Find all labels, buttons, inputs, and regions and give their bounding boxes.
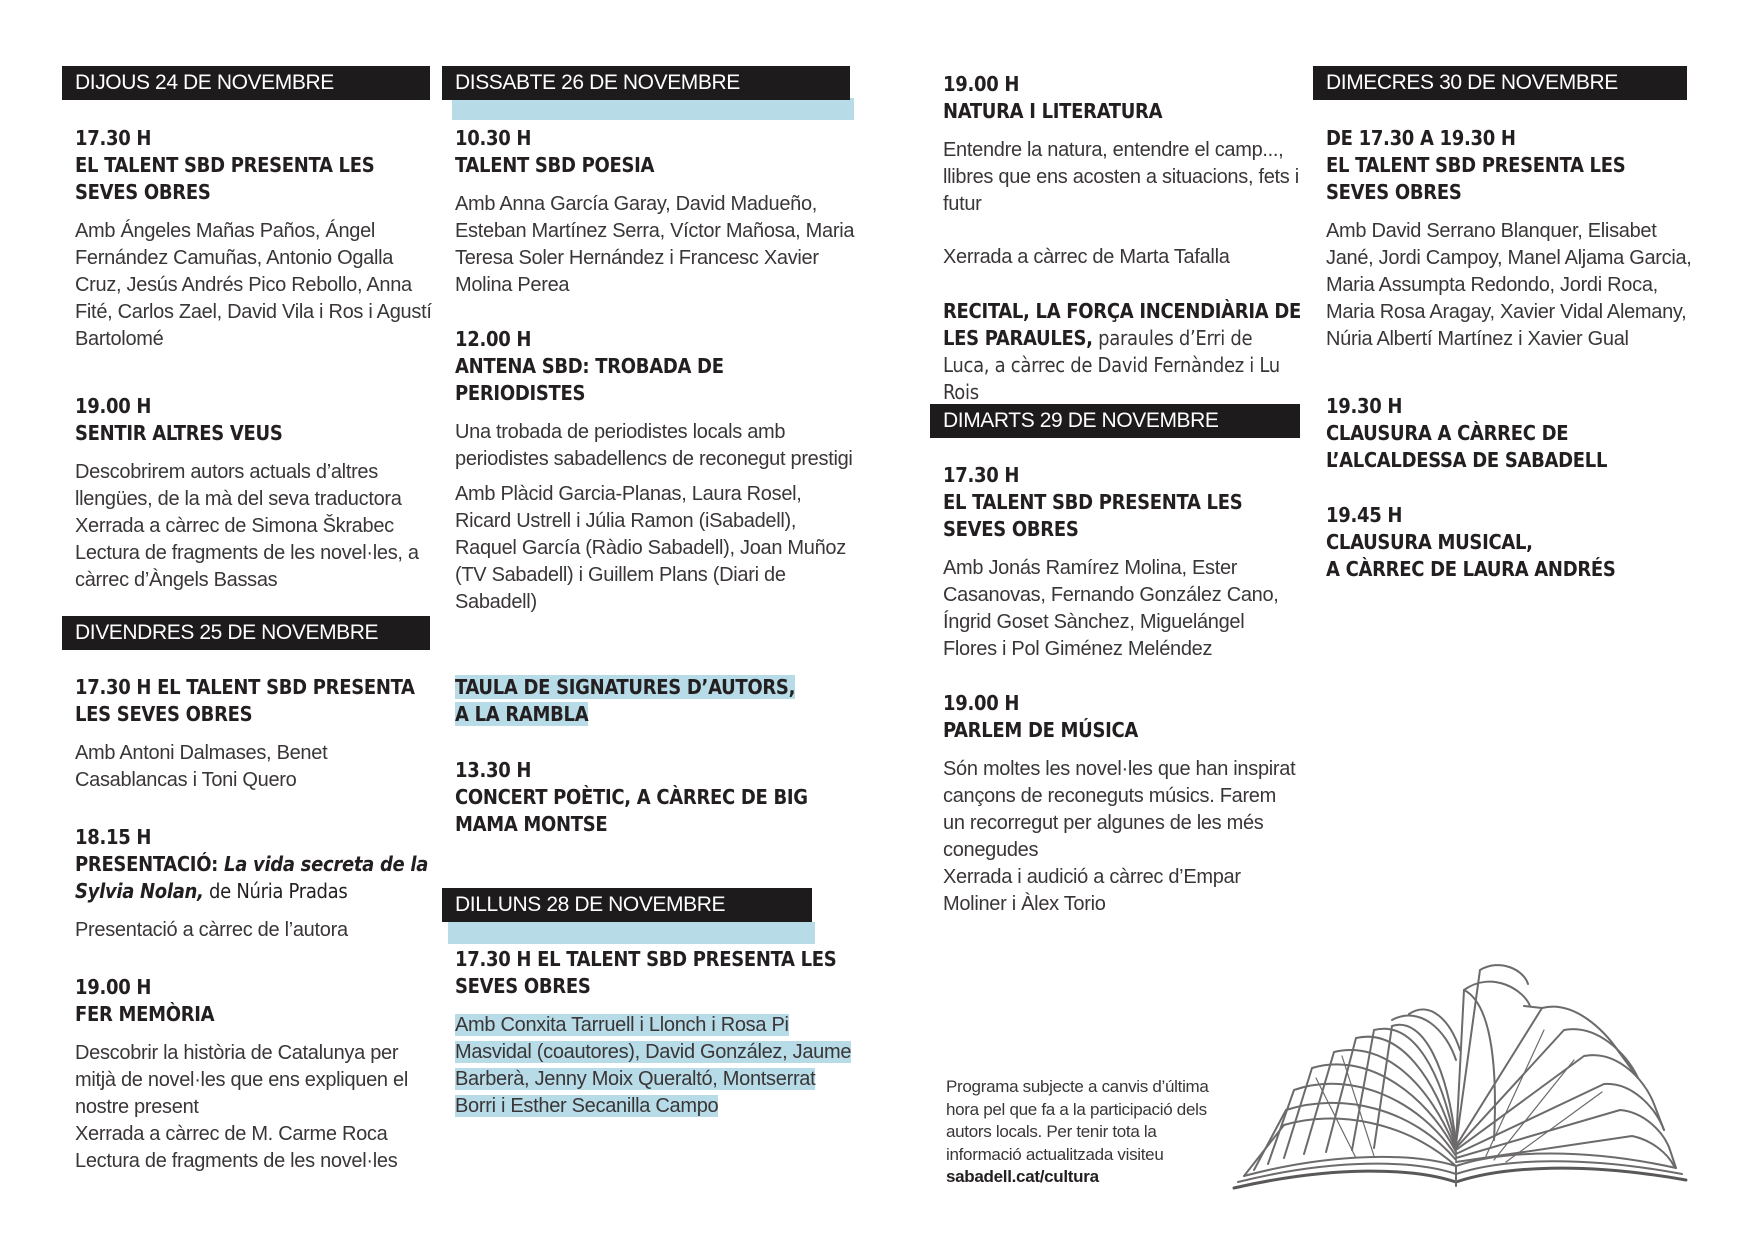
desc-line: Lectura de fragments de les novel·les xyxy=(75,1150,398,1172)
event-title: CLAUSURA A CÀRREC DE L’ALCALDESSA DE SABADELL xyxy=(1326,421,1608,472)
event-presentacio xyxy=(62,824,434,944)
event-time: 19.00 H xyxy=(943,72,1020,96)
event-clausura-musical xyxy=(1313,502,1693,583)
event-time: 17.30 H xyxy=(75,126,152,150)
desc-line: Xerrada a càrrec de Simona Škrabec xyxy=(75,515,394,537)
day-header-dijous: DIJOUS 24 DE NOVEMBRE xyxy=(62,66,430,100)
event-desc xyxy=(943,756,1302,918)
event-desc xyxy=(75,1040,434,1175)
event-desc: Presentació a càrrec de l’autora xyxy=(75,919,348,941)
event-title: NATURA I LITERATURA xyxy=(943,99,1163,123)
event-title: 17.30 H EL TALENT SBD PRESENTA LES SEVES OBRES xyxy=(75,675,415,726)
title-line: CLAUSURA MUSICAL, xyxy=(1326,530,1533,554)
event-title: FER MEMÒRIA xyxy=(75,1002,215,1026)
highlight-stroke xyxy=(452,98,854,120)
event-title xyxy=(1326,529,1693,583)
event-desc: Amb Plàcid Garcia-Planas, Laura Rosel, Ricard Ustrell i Júlia Ramon (iSabadell), Raquel García (Ràdio Sabadell), Joan Muñoz (TV Sabadell) i Guillem Plans (Diari de Sabadell) xyxy=(455,483,846,613)
event-recital xyxy=(930,298,1302,406)
event-title: ANTENA SBD: TROBADA DE PERIODISTES xyxy=(455,354,724,405)
event-desc: Amb David Serrano Blanquer, Elisabet Jané, Jordi Campoy, Manel Aljama Garcia, Maria Assumpta Redondo, Jordi Roca, Maria Rosa Aragay, Xavier Vidal Alemany, Núria Albertí Martínez i Xavier Gual xyxy=(1326,220,1692,350)
event-time: DE 17.30 A 19.30 H xyxy=(1326,126,1516,150)
program-note xyxy=(946,1076,1236,1189)
event-title xyxy=(943,298,1302,406)
event-desc: Xerrada a càrrec de Marta Tafalla xyxy=(943,246,1230,268)
title-prefix: PRESENTACIÓ: xyxy=(75,852,225,876)
desc-line: Descobrir la història de Catalunya per mitjà de novel·les que ens expliquen el nostre present xyxy=(75,1042,408,1118)
event-desc xyxy=(455,1012,856,1120)
note-link[interactable]: sabadell.cat/cultura xyxy=(946,1167,1099,1186)
day-header-dilluns: DILLUNS 28 DE NOVEMBRE xyxy=(442,888,812,922)
desc-line: Xerrada i audició a càrrec d’Empar Moliner i Àlex Torio xyxy=(943,866,1241,915)
desc-line: Són moltes les novel·les que han inspirat cançons de reconeguts músics. Farem un recorregut per algunes de les més conegudes xyxy=(943,758,1296,861)
title-line: A CÀRREC DE LAURA ANDRÉS xyxy=(1326,557,1616,581)
title-author: de Núria Pradas xyxy=(203,879,348,903)
event-title: TALENT SBD POESIA xyxy=(455,153,655,177)
event-desc xyxy=(75,459,434,594)
event-time: 12.00 H xyxy=(455,327,532,351)
desc-line: Descobrirem autors actuals d’altres llengües, de la mà del seva traductora xyxy=(75,461,402,510)
desc-line: Lectura de fragments de les novel·les, a càrrec d’Àngels Bassas xyxy=(75,542,419,591)
event-desc: Amb Ángeles Mañas Paños, Ángel Fernández Camuñas, Antonio Ogalla Cruz, Jesús Andrés Pico Rebollo, Anna Fité, Carlos Zael, David Vila i Ros i Agustí Bartolomé xyxy=(75,220,432,350)
event-title: 17.30 H EL TALENT SBD PRESENTA LES SEVES OBRES xyxy=(455,947,837,998)
event-time: 18.15 H xyxy=(75,825,152,849)
event-title: CONCERT POÈTIC, A CÀRREC DE BIG MAMA MONTSE xyxy=(455,785,808,836)
desc-line: Xerrada a càrrec de M. Carme Roca xyxy=(75,1123,388,1145)
event-desc: Amb Antoni Dalmases, Benet Casablancas i Toni Quero xyxy=(75,742,328,791)
event-time: 10.30 H xyxy=(455,126,532,150)
event-title: PARLEM DE MÚSICA xyxy=(943,718,1139,742)
event-concert-poetic xyxy=(442,757,856,838)
event-title xyxy=(75,851,434,905)
event-talent-poesia xyxy=(442,125,856,299)
event-desc: Amb Jonás Ramírez Molina, Ester Casanovas, Fernando González Cano, Íngrid Goset Sànchez, Miguelángel Flores i Pol Giménez Meléndez xyxy=(943,557,1279,660)
event-title: EL TALENT SBD PRESENTA LES SEVES OBRES xyxy=(943,490,1243,541)
open-book-icon xyxy=(1224,960,1694,1200)
event-time: 13.30 H xyxy=(455,758,532,782)
highlight-text: Amb Conxita Tarruell i Llonch i Rosa Pi Masvidal (coautores), David González, Jaume Barberà, Jenny Moix Queraltó, Montserrat Borri i Esther Secanilla Campo xyxy=(455,1014,852,1117)
event-title: SENTIR ALTRES VEUS xyxy=(75,421,283,445)
event-natura-literatura xyxy=(930,71,1302,271)
highlight-line: TAULA DE SIGNATURES D’AUTORS, xyxy=(455,675,796,699)
event-talent-dilluns xyxy=(442,946,856,1120)
event-talent-dimecres xyxy=(1313,125,1693,353)
highlight-stroke xyxy=(448,922,815,944)
day-header-dimarts: DIMARTS 29 DE NOVEMBRE xyxy=(930,404,1300,438)
event-taula-signatures xyxy=(442,674,856,728)
event-sentir-altres-veus xyxy=(62,393,434,594)
event-time: 19.30 H xyxy=(1326,394,1403,418)
event-antena-sbd xyxy=(442,326,856,616)
event-talent-dijous xyxy=(62,125,434,353)
recital-desc: paraules d’Erri de Luca, a càrrec de David Fernàndez i Lu Rois xyxy=(943,326,1280,404)
day-header-divendres: DIVENDRES 25 DE NOVEMBRE xyxy=(62,616,430,650)
event-time: 17.30 H xyxy=(943,463,1020,487)
event-desc: Amb Anna García Garay, David Madueño, Esteban Martínez Serra, Víctor Mañosa, Maria Teresa Soler Hernández i Francesc Xavier Molina Perea xyxy=(455,193,855,296)
event-clausura xyxy=(1313,393,1693,474)
event-parlem-musica xyxy=(930,690,1302,918)
event-desc: Una trobada de periodistes locals amb periodistes sabadellencs de reconegut prestigi xyxy=(455,421,853,470)
book-title: La vida secreta de la Sylvia Nolan, xyxy=(75,852,429,903)
event-time: 19.45 H xyxy=(1326,503,1403,527)
day-header-dissabte: DISSABTE 26 DE NOVEMBRE xyxy=(442,66,850,100)
event-title xyxy=(455,674,856,728)
event-time: 19.00 H xyxy=(75,975,152,999)
event-talent-divendres xyxy=(62,674,434,794)
recital-title: RECITAL, LA FORÇA INCENDIÀRIA DE LES PARAULES, xyxy=(943,299,1301,350)
event-fer-memoria xyxy=(62,974,434,1175)
event-title: EL TALENT SBD PRESENTA LES SEVES OBRES xyxy=(1326,153,1626,204)
day-header-dimecres: DIMECRES 30 DE NOVEMBRE xyxy=(1313,66,1687,100)
highlight-line: A LA RAMBLA xyxy=(455,702,589,726)
event-time: 19.00 H xyxy=(75,394,152,418)
event-title: EL TALENT SBD PRESENTA LES SEVES OBRES xyxy=(75,153,375,204)
note-text: Programa subjecte a canvis d’última hora pel que fa a la participació dels autors locals. Per tenir tota la informació actualitzada visiteu xyxy=(946,1077,1209,1164)
event-desc: Entendre la natura, entendre el camp..., llibres que ens acosten a situacions, fets i futur xyxy=(943,139,1299,215)
event-time: 19.00 H xyxy=(943,691,1020,715)
event-talent-dimarts xyxy=(930,462,1302,663)
